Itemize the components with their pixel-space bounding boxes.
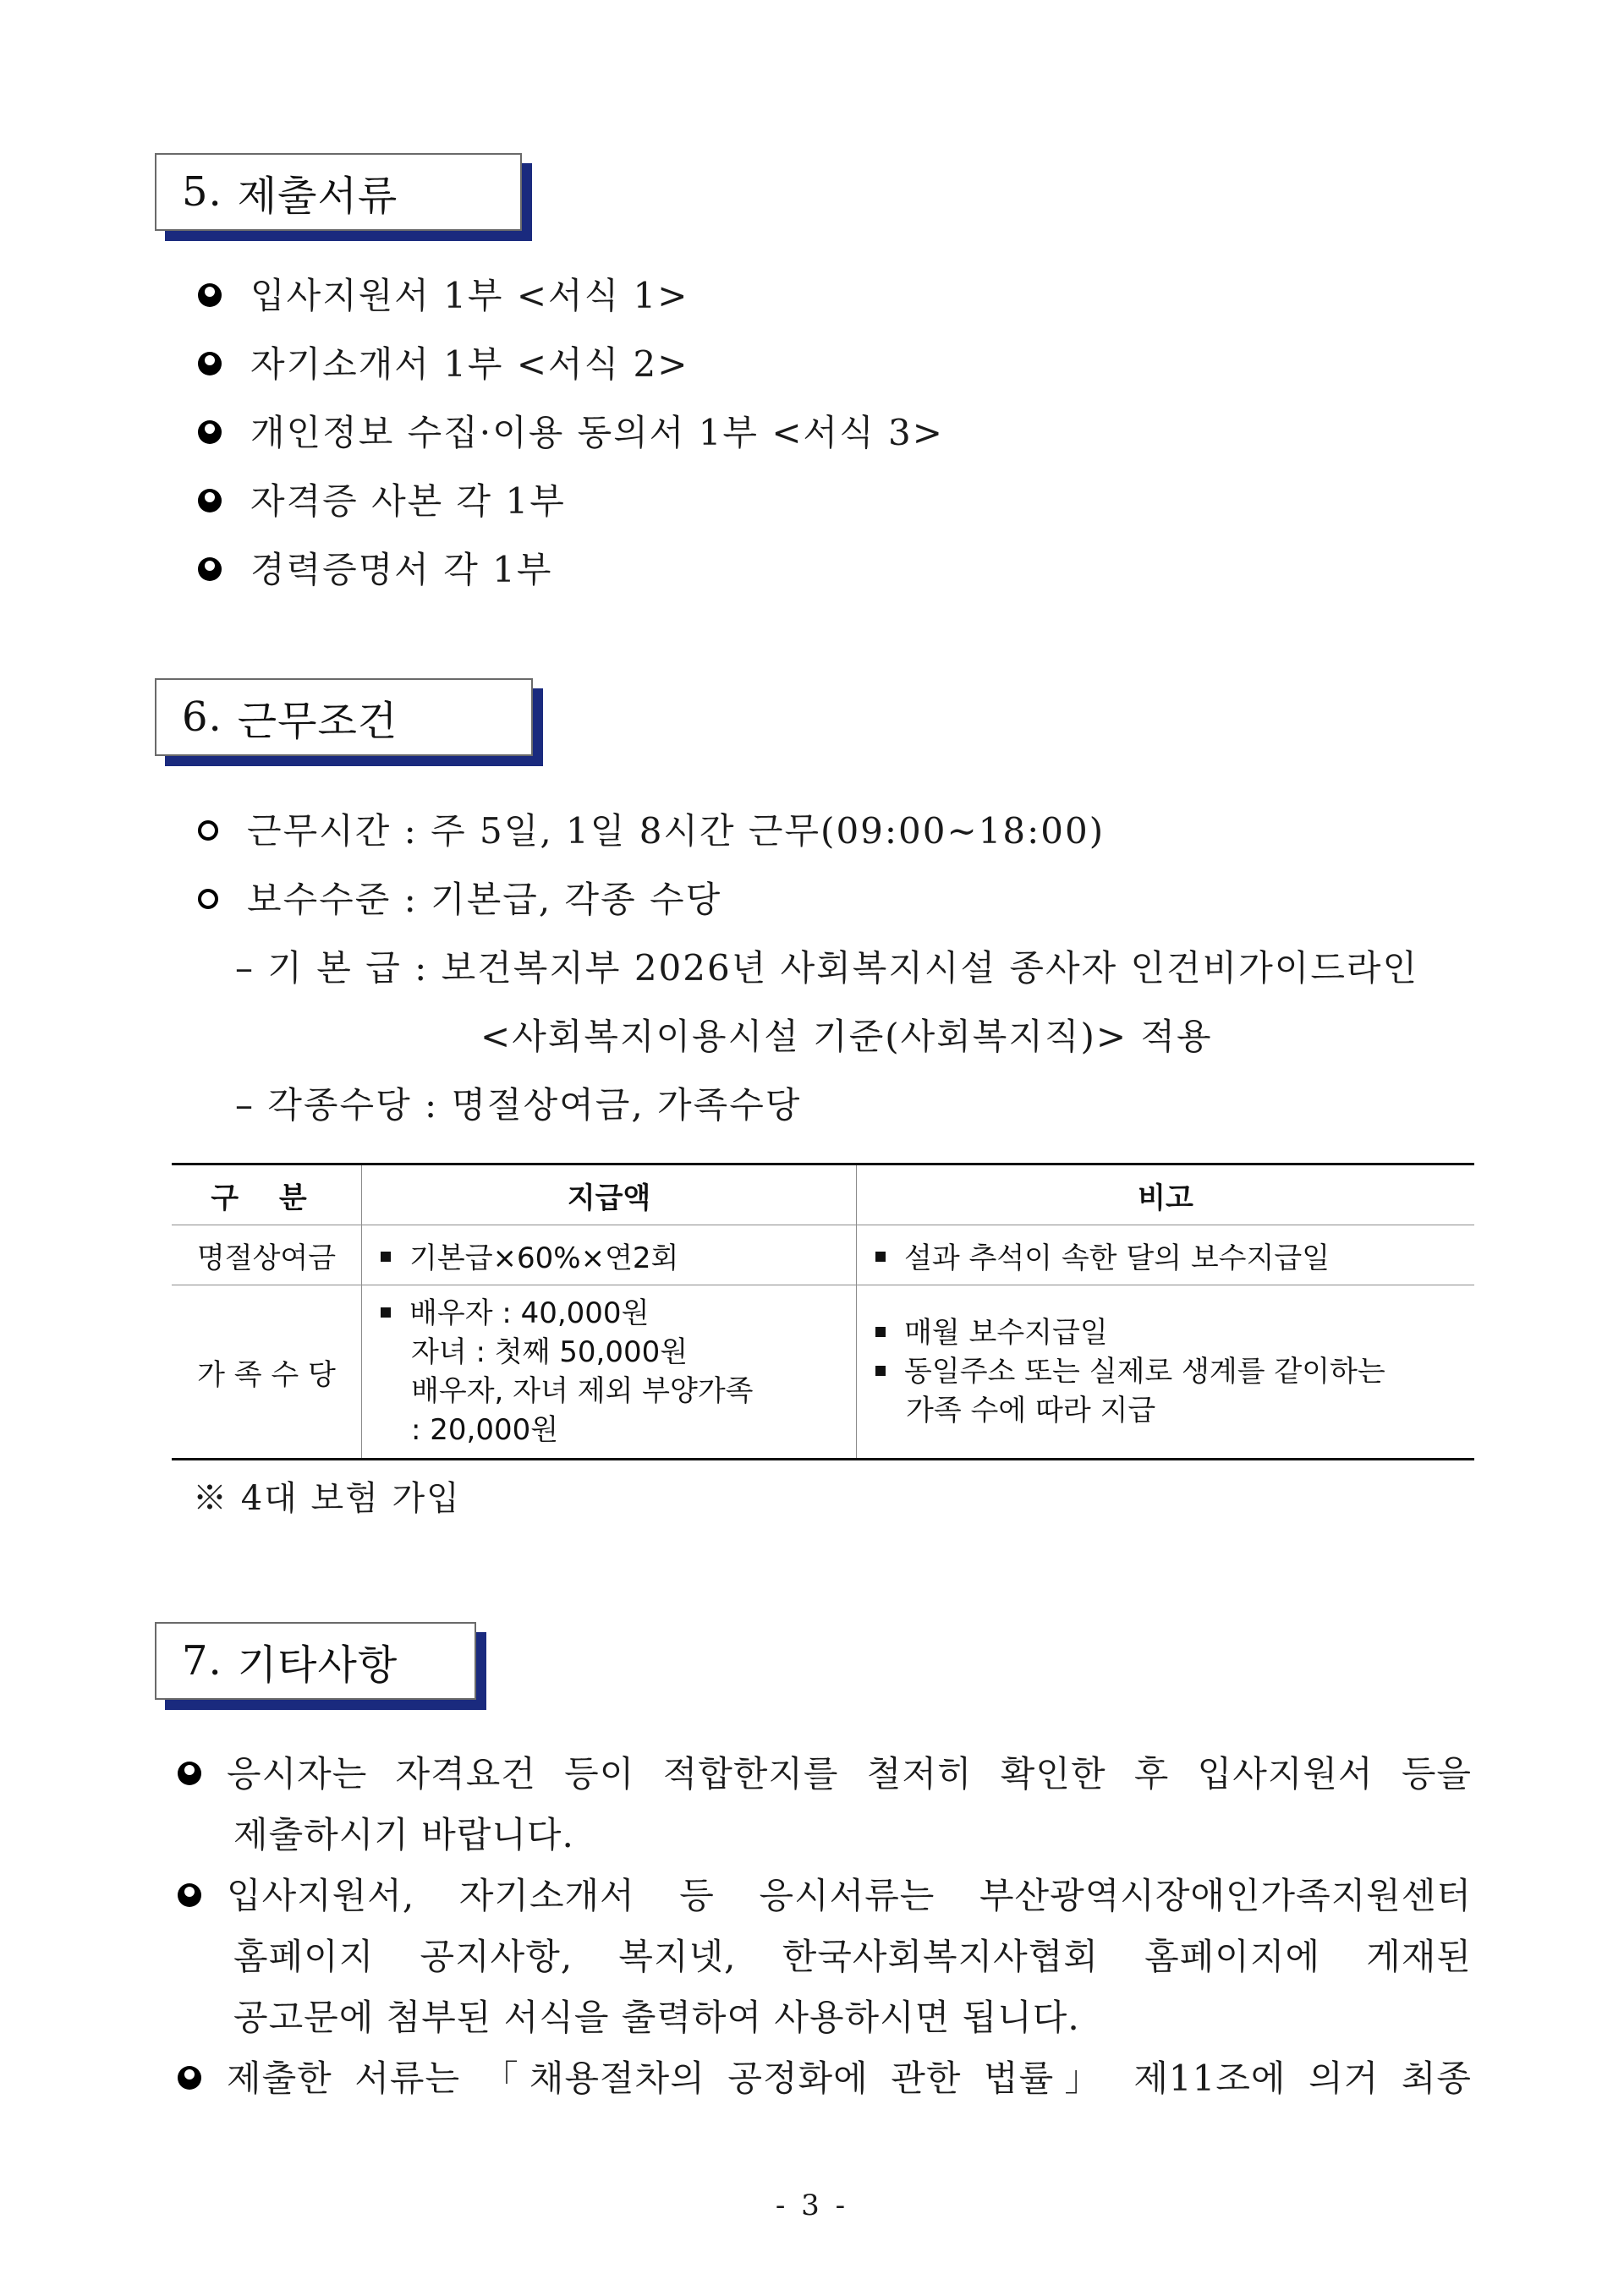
page-number: - 3 - [775, 2189, 849, 2222]
table-header-row [172, 1164, 1474, 1225]
work-hours-item: 근무시간 : 주 5일, 1일 8시간 근무(09:00~18:00) [198, 808, 1105, 855]
bullet-icon [198, 420, 222, 444]
table-cell: 가 족 수 당 [172, 1285, 362, 1460]
bullet-icon [198, 557, 222, 581]
table-cell: 매월 보수지급일 동일주소 또는 실제로 생계를 같이하는 가족 수에 따라 지급 [857, 1285, 1475, 1460]
bullet-icon [198, 489, 222, 512]
section-number: 5. [182, 168, 222, 216]
open-circle-icon [198, 820, 218, 841]
base-pay-line-2: <사회복지이용시설 기준(사회복지직)> 적용 [480, 1016, 1213, 1057]
bullet-icon [198, 352, 222, 375]
section-title: 기타사항 [237, 1641, 398, 1689]
insurance-note: ※ 4대 보험 가입 [193, 1479, 461, 1518]
section-5-heading [155, 153, 522, 231]
table-cell: 배우자 : 40,000원 자녀 : 첫째 50,000원 배우자, 자녀 제외 부양가족 : 20,000원 [362, 1285, 857, 1460]
section-6-heading [155, 678, 533, 756]
section-number: 7. [182, 1637, 222, 1685]
open-circle-icon [198, 889, 218, 909]
section-title: 제출서류 [237, 172, 398, 220]
bullet-icon [178, 2066, 201, 2090]
allowance-line: – 각종수당 : 명절상여금, 가족수당 [235, 1084, 802, 1126]
square-bullet-icon [381, 1307, 391, 1318]
table-row [172, 1285, 1474, 1460]
base-pay-line: – 기 본 급 : 보건복지부 2026년 사회복지시설 종사자 인건비가이드라인 [235, 947, 1419, 989]
table-cell: 명절상여금 [172, 1225, 362, 1285]
list-item: 입사지원서 1부 <서식 1> [198, 272, 689, 320]
bullet-icon [198, 283, 222, 307]
section-title: 근무조건 [237, 697, 398, 745]
section-number: 6. [182, 693, 222, 741]
square-bullet-icon [875, 1366, 886, 1376]
square-bullet-icon [875, 1327, 886, 1337]
allowance-table [172, 1163, 1474, 1460]
column-header: 구 분 [172, 1164, 362, 1225]
list-item: 개인정보 수집·이용 동의서 1부 <서식 3> [198, 409, 944, 457]
list-item: 자격증 사본 각 1부 [198, 478, 566, 525]
column-header: 비고 [857, 1164, 1475, 1225]
table-row [172, 1225, 1474, 1285]
paragraph: 제출한 서류는 「채용절차의 공정화에 관한 법률」 제11조에 의거 최종 [178, 2048, 1472, 2109]
bullet-icon [178, 1883, 201, 1907]
list-item: 경력증명서 각 1부 [198, 546, 552, 594]
table-cell: 기본급×60%×연2회 [362, 1225, 857, 1285]
table-cell: 설과 추석이 속한 달의 보수지급일 [857, 1225, 1475, 1285]
paragraph: 입사지원서, 자기소개서 등 응시서류는 부산광역시장애인가족지원센터 홈페이지 공지사항, 복지넷, 한국사회복지사협회 홈페이지에 게재된 공고문에 첨부된 서식을 출력하여 사용하시면 됩니다. [178, 1866, 1472, 2048]
paragraph: 응시자는 자격요건 등이 적합한지를 철저히 확인한 후 입사지원서 등을 제출하시기 바랍니다. [178, 1744, 1472, 1866]
list-item: 자기소개서 1부 <서식 2> [198, 341, 689, 388]
square-bullet-icon [875, 1252, 886, 1262]
column-header: 지급액 [362, 1164, 857, 1225]
square-bullet-icon [381, 1252, 391, 1262]
bullet-icon [178, 1762, 201, 1785]
section-7-heading [155, 1622, 476, 1700]
pay-level-item: 보수수준 : 기본급, 각종 수당 [198, 876, 721, 923]
